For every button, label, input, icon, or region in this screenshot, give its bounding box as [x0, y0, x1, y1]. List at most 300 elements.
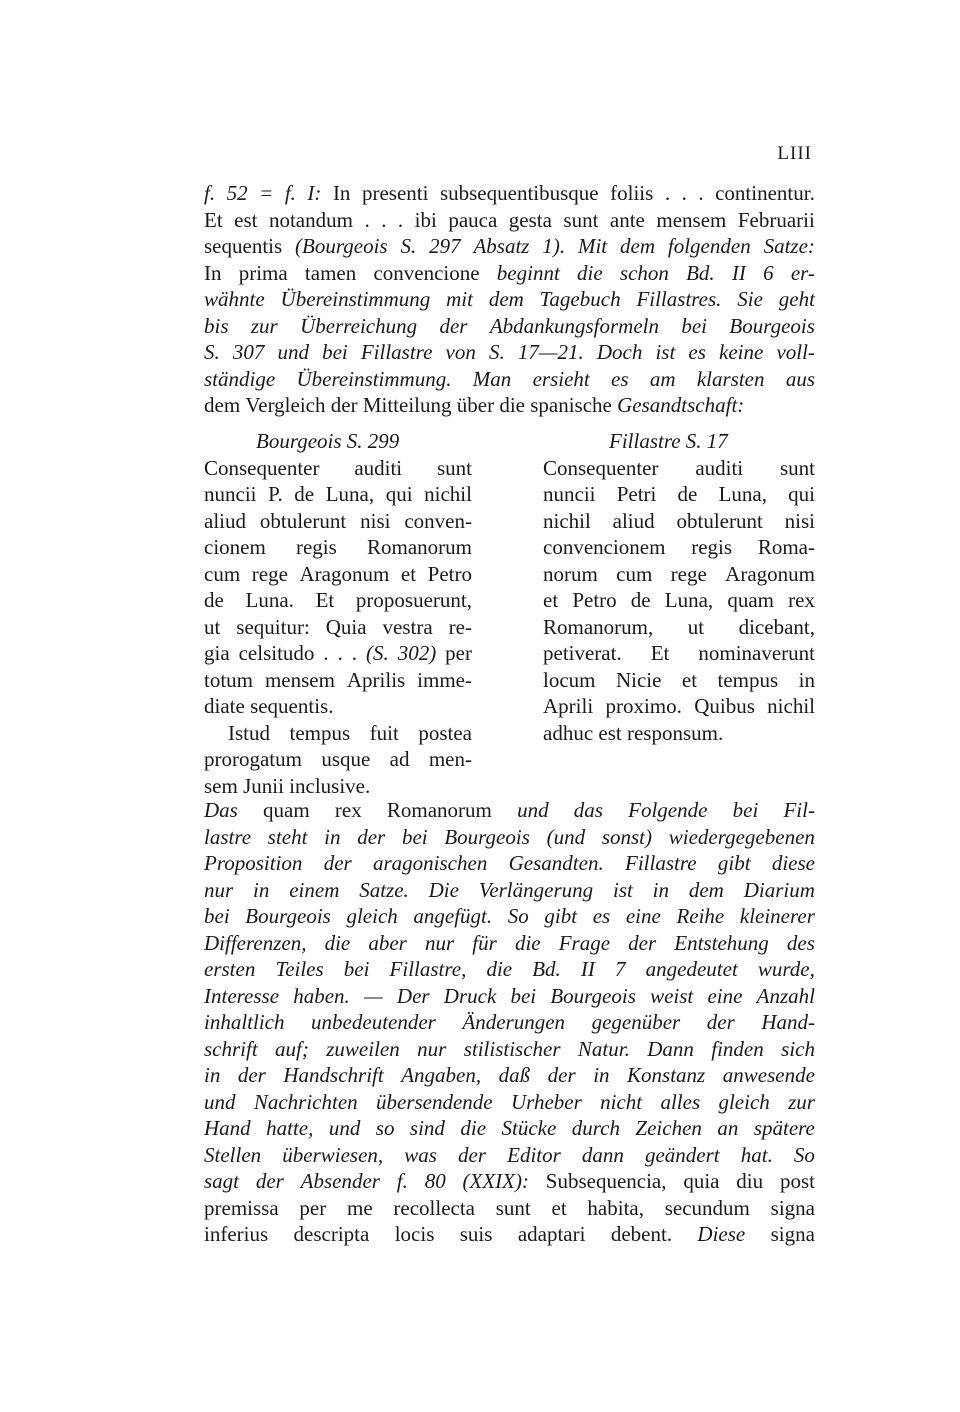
word: keine — [719, 340, 764, 364]
word: 297 — [429, 234, 461, 258]
word: gleich — [346, 904, 398, 928]
word: Consequenter — [543, 455, 659, 480]
word: geändert — [644, 1142, 720, 1167]
word: ante — [609, 207, 645, 232]
word: Mit — [577, 234, 608, 258]
word: wähnte — [204, 287, 265, 311]
word: am — [649, 366, 676, 391]
word: Angaben, — [401, 1063, 482, 1087]
text-line — [204, 1195, 815, 1222]
text-line — [204, 824, 815, 851]
word: 80 — [424, 1169, 446, 1193]
word: ist — [655, 340, 676, 364]
word: sequitur: — [236, 614, 310, 639]
text-line — [204, 797, 815, 824]
text-line — [204, 667, 472, 694]
word: signa — [770, 1222, 815, 1246]
text-line — [543, 667, 815, 694]
word: diu — [736, 1169, 764, 1193]
word: ut — [687, 614, 705, 639]
word: beginnt — [496, 260, 560, 285]
word: (Bourgeois — [295, 234, 388, 258]
word: überwiesen, — [282, 1142, 384, 1167]
word: bei — [681, 313, 708, 338]
word: die — [577, 260, 603, 285]
word: schon — [619, 260, 669, 285]
word: foliis — [610, 181, 654, 205]
word: ut — [204, 614, 221, 639]
word: geht — [778, 287, 815, 311]
word: postea — [418, 720, 472, 745]
word: est — [598, 720, 622, 745]
text-line — [204, 339, 815, 366]
word: Et — [315, 588, 335, 612]
word: fuit — [369, 720, 399, 745]
word: regis — [691, 535, 733, 559]
word: = — [259, 181, 274, 205]
word: obtulerunt — [259, 508, 347, 533]
word: folgenden — [667, 234, 751, 258]
word: men- — [428, 747, 472, 771]
word: convencione — [373, 260, 480, 285]
word: So — [507, 904, 529, 928]
word: premissa — [204, 1195, 279, 1220]
word: aus — [785, 366, 815, 391]
word: Fillastres. — [636, 287, 722, 311]
word: Diese — [697, 1222, 746, 1246]
word: aragonischen — [373, 851, 488, 875]
word: Et — [204, 207, 223, 232]
word: petiverat. — [543, 641, 622, 665]
text-line — [204, 561, 472, 588]
word: klarsten — [696, 366, 765, 391]
word: der — [439, 313, 468, 338]
word: rex — [334, 798, 362, 822]
word: spätere — [753, 1116, 815, 1140]
word: aliud — [204, 508, 246, 533]
text-line — [543, 693, 815, 720]
word: adaptari — [517, 1222, 586, 1246]
word: auf; — [275, 1036, 309, 1061]
word: Druck — [443, 983, 497, 1008]
word: sonst) — [601, 824, 653, 849]
word: Bourgeois — [245, 904, 331, 928]
word: et — [400, 561, 417, 586]
text-line — [204, 260, 815, 287]
word: der — [458, 1142, 487, 1167]
word: sem — [204, 773, 238, 798]
text-line — [204, 614, 472, 641]
word: zuweilen — [326, 1036, 400, 1061]
word: debent. — [610, 1222, 673, 1246]
word: regis — [295, 535, 337, 559]
word: aliud — [612, 508, 655, 533]
word: Istud — [228, 720, 270, 745]
word: Interesse — [204, 983, 280, 1008]
text-line — [204, 903, 815, 930]
text-line — [204, 1115, 815, 1142]
word: Romanorum — [386, 798, 492, 822]
word: nur — [424, 930, 455, 955]
word: dem — [688, 877, 724, 902]
word: einem — [289, 877, 340, 902]
word: die — [460, 1116, 487, 1140]
word: ist — [612, 877, 633, 902]
word: in — [253, 877, 270, 902]
word: 17—21. — [517, 340, 584, 364]
word: Fil- — [783, 798, 815, 822]
word: . — [351, 641, 358, 665]
word: In — [204, 260, 222, 285]
word: sagt — [204, 1169, 240, 1193]
word: bei — [732, 798, 759, 822]
word: Mitteilung — [362, 393, 452, 417]
word: bei — [204, 904, 230, 928]
word: f. — [396, 1169, 408, 1193]
page-number: LIII — [777, 143, 812, 164]
word: II — [731, 260, 746, 285]
word: rege — [251, 561, 288, 586]
word: prima — [238, 260, 288, 285]
word: Nicie — [615, 667, 662, 692]
word: tempus — [717, 667, 779, 692]
word: sunt — [495, 1195, 531, 1220]
word: für — [472, 930, 497, 955]
word: Satze. — [359, 877, 409, 902]
intro-paragraph — [204, 180, 815, 419]
word: . — [381, 207, 387, 232]
word: Zeichen — [635, 1116, 702, 1140]
word: Diarium — [743, 877, 815, 902]
word: — — [364, 983, 383, 1008]
word: lastre — [204, 824, 252, 849]
word: in — [652, 877, 670, 902]
word: Tagebuch — [539, 287, 621, 311]
text-line — [204, 366, 815, 393]
word: Reihe — [676, 904, 725, 928]
word: de — [294, 482, 315, 506]
word: der — [255, 1169, 284, 1193]
word: presenti — [361, 181, 429, 205]
word: dem — [204, 393, 241, 417]
word: in — [798, 667, 815, 692]
word: inferius — [204, 1222, 269, 1246]
word: Gesandten. — [508, 851, 604, 875]
text-line — [204, 313, 815, 340]
text-line — [204, 773, 472, 800]
word: In — [332, 181, 351, 205]
word: gegenüber — [591, 1010, 681, 1034]
word: sunt — [779, 455, 815, 480]
word: nisi — [360, 508, 391, 533]
word: norum — [543, 561, 598, 586]
word: Überreichung — [300, 313, 418, 338]
word: I: — [307, 181, 322, 205]
word: S. — [400, 234, 417, 258]
word: angedeutet — [645, 957, 738, 981]
word: . — [323, 641, 329, 665]
word: Hand — [204, 1116, 251, 1140]
word: Luna. — [245, 588, 294, 612]
word: Romanorum — [366, 535, 472, 559]
word: Proposition — [204, 851, 303, 875]
text-line — [204, 286, 815, 313]
word: bei — [343, 957, 370, 981]
word: Übereinstimmung — [280, 287, 431, 311]
word: bei — [401, 824, 428, 849]
word: es — [611, 366, 629, 391]
word: der — [547, 1063, 576, 1087]
word: und — [517, 798, 549, 822]
word: nominaverunt — [698, 641, 815, 665]
word: . — [337, 641, 343, 665]
word: . — [681, 181, 687, 205]
word: dicebant, — [738, 614, 815, 639]
text-line — [204, 587, 472, 614]
word: der — [706, 1010, 735, 1034]
word: continentur. — [715, 181, 815, 205]
word: per — [299, 1195, 327, 1220]
text-line — [204, 1009, 815, 1036]
word: sequentis. — [250, 694, 334, 718]
word: bei — [322, 340, 348, 364]
word: tamen — [304, 260, 357, 285]
comparison-columns — [204, 428, 815, 798]
word: Handschrift — [283, 1063, 384, 1087]
word: so — [375, 1116, 395, 1140]
word: vestra — [382, 614, 433, 639]
word: mensem — [264, 667, 335, 692]
word: an — [717, 1116, 739, 1140]
word: finden — [711, 1036, 764, 1061]
text-line — [204, 180, 815, 207]
word: auditi — [695, 455, 744, 480]
word: 1). — [542, 234, 566, 258]
word: post — [779, 1169, 815, 1193]
word: 7 — [615, 957, 626, 981]
word: per — [445, 641, 472, 665]
word: Bd. — [532, 957, 561, 981]
word: Änderungen — [462, 1010, 566, 1034]
word: Februarii — [737, 207, 815, 232]
word: (XXIX): — [462, 1169, 529, 1193]
word: So — [793, 1142, 815, 1167]
word: voll- — [776, 340, 815, 364]
word: ersten — [204, 957, 256, 981]
word: sind — [409, 1116, 445, 1140]
word: . — [698, 181, 704, 205]
word: Doch — [596, 340, 643, 364]
word: sunt — [563, 207, 599, 232]
word: durch — [571, 1116, 620, 1140]
word: S. — [204, 340, 220, 364]
word: responsum. — [626, 720, 724, 745]
bourgeois-column-text — [204, 455, 472, 800]
word: diese — [771, 851, 815, 875]
word: Differenzen, — [204, 930, 307, 955]
word: nuncii — [543, 482, 596, 506]
word: rex — [788, 588, 815, 612]
word: nichil — [543, 508, 591, 533]
word: weist — [650, 983, 694, 1008]
word: habita, — [587, 1195, 644, 1220]
word: dem — [488, 287, 524, 311]
word: ad — [389, 747, 410, 771]
word: de — [204, 588, 224, 612]
word: cum — [204, 561, 241, 586]
word: sequentis — [204, 234, 283, 258]
word: re- — [448, 614, 472, 639]
word: ibi — [414, 207, 437, 232]
word: in — [204, 1063, 221, 1087]
word: steht — [267, 824, 308, 849]
word: Stellen — [204, 1142, 262, 1167]
word: Aprili — [543, 694, 594, 718]
word: zur — [250, 313, 278, 338]
fillastre-column — [543, 428, 815, 746]
word: die — [486, 957, 513, 981]
word: ständige — [204, 366, 276, 391]
word: Junii — [243, 773, 284, 798]
word: nuncii — [204, 482, 257, 506]
text-line — [204, 1036, 815, 1063]
word: nur — [204, 877, 234, 902]
word: gibt — [717, 851, 751, 875]
word: Luna, — [325, 482, 375, 506]
text-line — [204, 392, 815, 419]
word: Vergleich — [245, 393, 326, 417]
word: Subsequencia, — [545, 1169, 667, 1193]
word: proposuerunt, — [355, 588, 472, 612]
word: Et — [650, 641, 670, 665]
word: dem — [620, 234, 656, 258]
word: et — [681, 667, 698, 692]
text-line — [543, 720, 815, 747]
word: Konstanz — [627, 1063, 706, 1087]
word: . — [397, 207, 404, 232]
word: Petri — [616, 482, 657, 506]
word: Quibus — [694, 694, 755, 718]
word: locum — [543, 667, 596, 692]
bourgeois-column — [204, 428, 472, 799]
word: S. — [488, 340, 505, 364]
word: das — [573, 798, 603, 822]
text-line — [204, 233, 815, 260]
word: Absatz — [473, 234, 530, 258]
word: anwesende — [722, 1063, 815, 1087]
word: 302) — [397, 641, 437, 665]
word: unbedeutender — [311, 1010, 436, 1034]
word: kleinerer — [739, 904, 815, 928]
word: subsequentibusque — [439, 181, 599, 205]
word: Sie — [737, 287, 763, 311]
word: in — [593, 1063, 610, 1087]
word: Bourgeois — [550, 983, 636, 1008]
word: Folgende — [628, 798, 708, 822]
word: cionem — [204, 535, 266, 559]
word: die — [324, 930, 351, 955]
word: Stücke — [501, 1116, 557, 1140]
text-line — [204, 877, 815, 904]
word: tempus — [289, 720, 351, 745]
word: hatte, — [266, 1116, 314, 1140]
word: Editor — [507, 1142, 561, 1167]
text-line — [204, 956, 815, 983]
word: wiedergegebenen — [668, 824, 815, 849]
word: Bourgeois — [444, 824, 530, 849]
bourgeois-column-heading: Bourgeois S. 299 — [256, 429, 400, 453]
text-line — [543, 614, 815, 641]
word: Absender — [300, 1169, 380, 1193]
word: Urheber — [510, 1089, 582, 1114]
word: Aragonum — [299, 561, 390, 586]
word: in — [324, 824, 341, 849]
text-line — [204, 693, 472, 720]
text-line — [204, 1062, 815, 1089]
word: totum — [204, 667, 254, 692]
word: und — [328, 1116, 361, 1140]
word: es — [688, 340, 706, 364]
word: gibt — [544, 904, 578, 928]
word: qui — [788, 482, 815, 506]
word: II — [580, 957, 595, 981]
word: was — [404, 1142, 437, 1167]
word: quam — [727, 588, 774, 612]
word: Roma- — [757, 535, 815, 559]
word: notandum — [268, 207, 353, 232]
word: der — [237, 1063, 266, 1087]
word: und — [204, 1089, 236, 1114]
word: 6 — [763, 260, 774, 285]
word: gesta — [508, 207, 552, 232]
text-line — [204, 983, 815, 1010]
word: Consequenter — [204, 455, 320, 480]
word: diate — [204, 694, 245, 718]
fillastre-column-text — [543, 455, 815, 747]
word: de — [677, 482, 698, 506]
word: von — [445, 340, 476, 364]
word: Man — [472, 366, 512, 391]
text-line — [204, 1221, 815, 1248]
word: pauca — [448, 207, 498, 232]
word: eine — [625, 904, 661, 928]
word: (und — [546, 824, 586, 849]
word: nichil — [767, 694, 815, 718]
word: nichil — [424, 482, 472, 506]
word: imme- — [417, 667, 472, 692]
word: Übereinstimmung. — [296, 366, 452, 391]
word: est — [234, 207, 258, 232]
word: secundum — [664, 1195, 750, 1220]
word: mensem — [656, 207, 727, 232]
text-line — [204, 1142, 815, 1169]
word: Gesandtschaft: — [617, 393, 745, 417]
word: schrift — [204, 1036, 258, 1061]
word: gleich — [718, 1089, 770, 1114]
word: nicht — [600, 1089, 643, 1114]
word: übersendende — [376, 1089, 493, 1114]
word: zur — [788, 1089, 815, 1114]
word: er- — [790, 260, 815, 285]
word: f. — [204, 181, 216, 205]
word: quia — [683, 1169, 720, 1193]
word: der — [357, 824, 386, 849]
word: Bourgeois — [729, 313, 815, 338]
word: obtulerunt — [676, 508, 763, 533]
fillastre-column-heading: Fillastre S. 17 — [609, 429, 728, 453]
text-line — [543, 481, 815, 508]
word: Fillastre — [360, 340, 433, 364]
